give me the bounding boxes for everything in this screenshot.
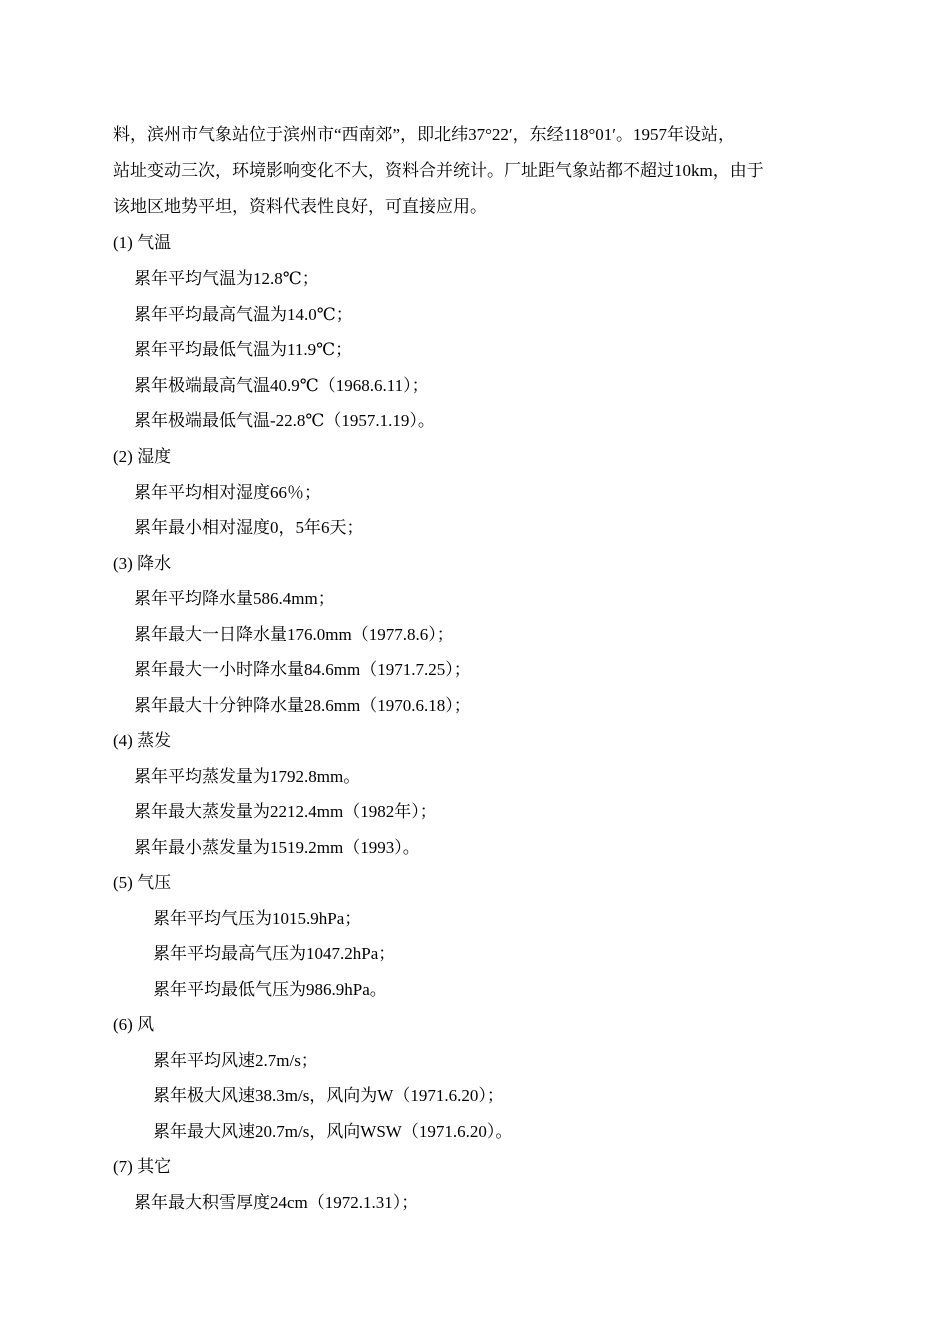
list-item: 累年极端最低气温-22.8℃（1957.1.19）。	[134, 411, 435, 430]
list-item: 累年最大十分钟降水量28.6mm（1970.6.18）；	[134, 696, 471, 715]
list-item: 累年平均相对湿度66％；	[134, 483, 321, 502]
list-item: 累年平均气温为12.8℃；	[134, 269, 319, 288]
list-item: 累年平均降水量586.4mm；	[134, 589, 335, 608]
section-heading-wind: (6) 风	[113, 1015, 155, 1034]
list-item: 累年最大积雪厚度24cm（1972.1.31）；	[134, 1193, 419, 1212]
list-item: 累年平均最低气温为11.9℃；	[134, 340, 353, 359]
list-item: 累年最小蒸发量为1519.2mm（1993）。	[134, 838, 420, 857]
list-item: 累年最小相对湿度0，5年6天；	[134, 518, 364, 537]
list-item: 累年平均风速2.7m/s；	[153, 1051, 318, 1070]
list-item: 累年平均最低气压为986.9hPa。	[153, 980, 387, 999]
intro-line-2: 站址变动三次，环境影响变化不大，资料合并统计。厂址距气象站都不超过10km，由于	[113, 161, 764, 180]
section-heading-temperature: (1) 气温	[113, 233, 172, 252]
list-item: 累年最大风速20.7m/s，风向WSW（1971.6.20）。	[153, 1122, 513, 1141]
section-heading-evaporation: (4) 蒸发	[113, 731, 172, 750]
list-item: 累年极大风速38.3m/s，风向为W（1971.6.20）；	[153, 1086, 504, 1105]
list-item: 累年平均最高气温为14.0℃；	[134, 305, 353, 324]
section-heading-humidity: (2) 湿度	[113, 447, 172, 466]
intro-line-1: 料，滨州市气象站位于滨州市“西南郊”，即北纬37°22′，东经118°01′。1957年设站，	[113, 125, 735, 144]
section-heading-precipitation: (3) 降水	[113, 554, 172, 573]
section-heading-other: (7) 其它	[113, 1157, 172, 1176]
list-item: 累年最大蒸发量为2212.4mm（1982年）；	[134, 802, 437, 821]
intro-line-3: 该地区地势平坦，资料代表性良好，可直接应用。	[113, 197, 487, 216]
list-item: 累年极端最高气温40.9℃（1968.6.11）；	[134, 376, 429, 395]
list-item: 累年平均蒸发量为1792.8mm。	[134, 767, 361, 786]
list-item: 累年平均最高气压为1047.2hPa；	[153, 944, 396, 963]
section-heading-pressure: (5) 气压	[113, 873, 172, 892]
list-item: 累年平均气压为1015.9hPa；	[153, 909, 362, 928]
list-item: 累年最大一日降水量176.0mm（1977.8.6）；	[134, 625, 454, 644]
list-item: 累年最大一小时降水量84.6mm（1971.7.25）；	[134, 660, 471, 679]
